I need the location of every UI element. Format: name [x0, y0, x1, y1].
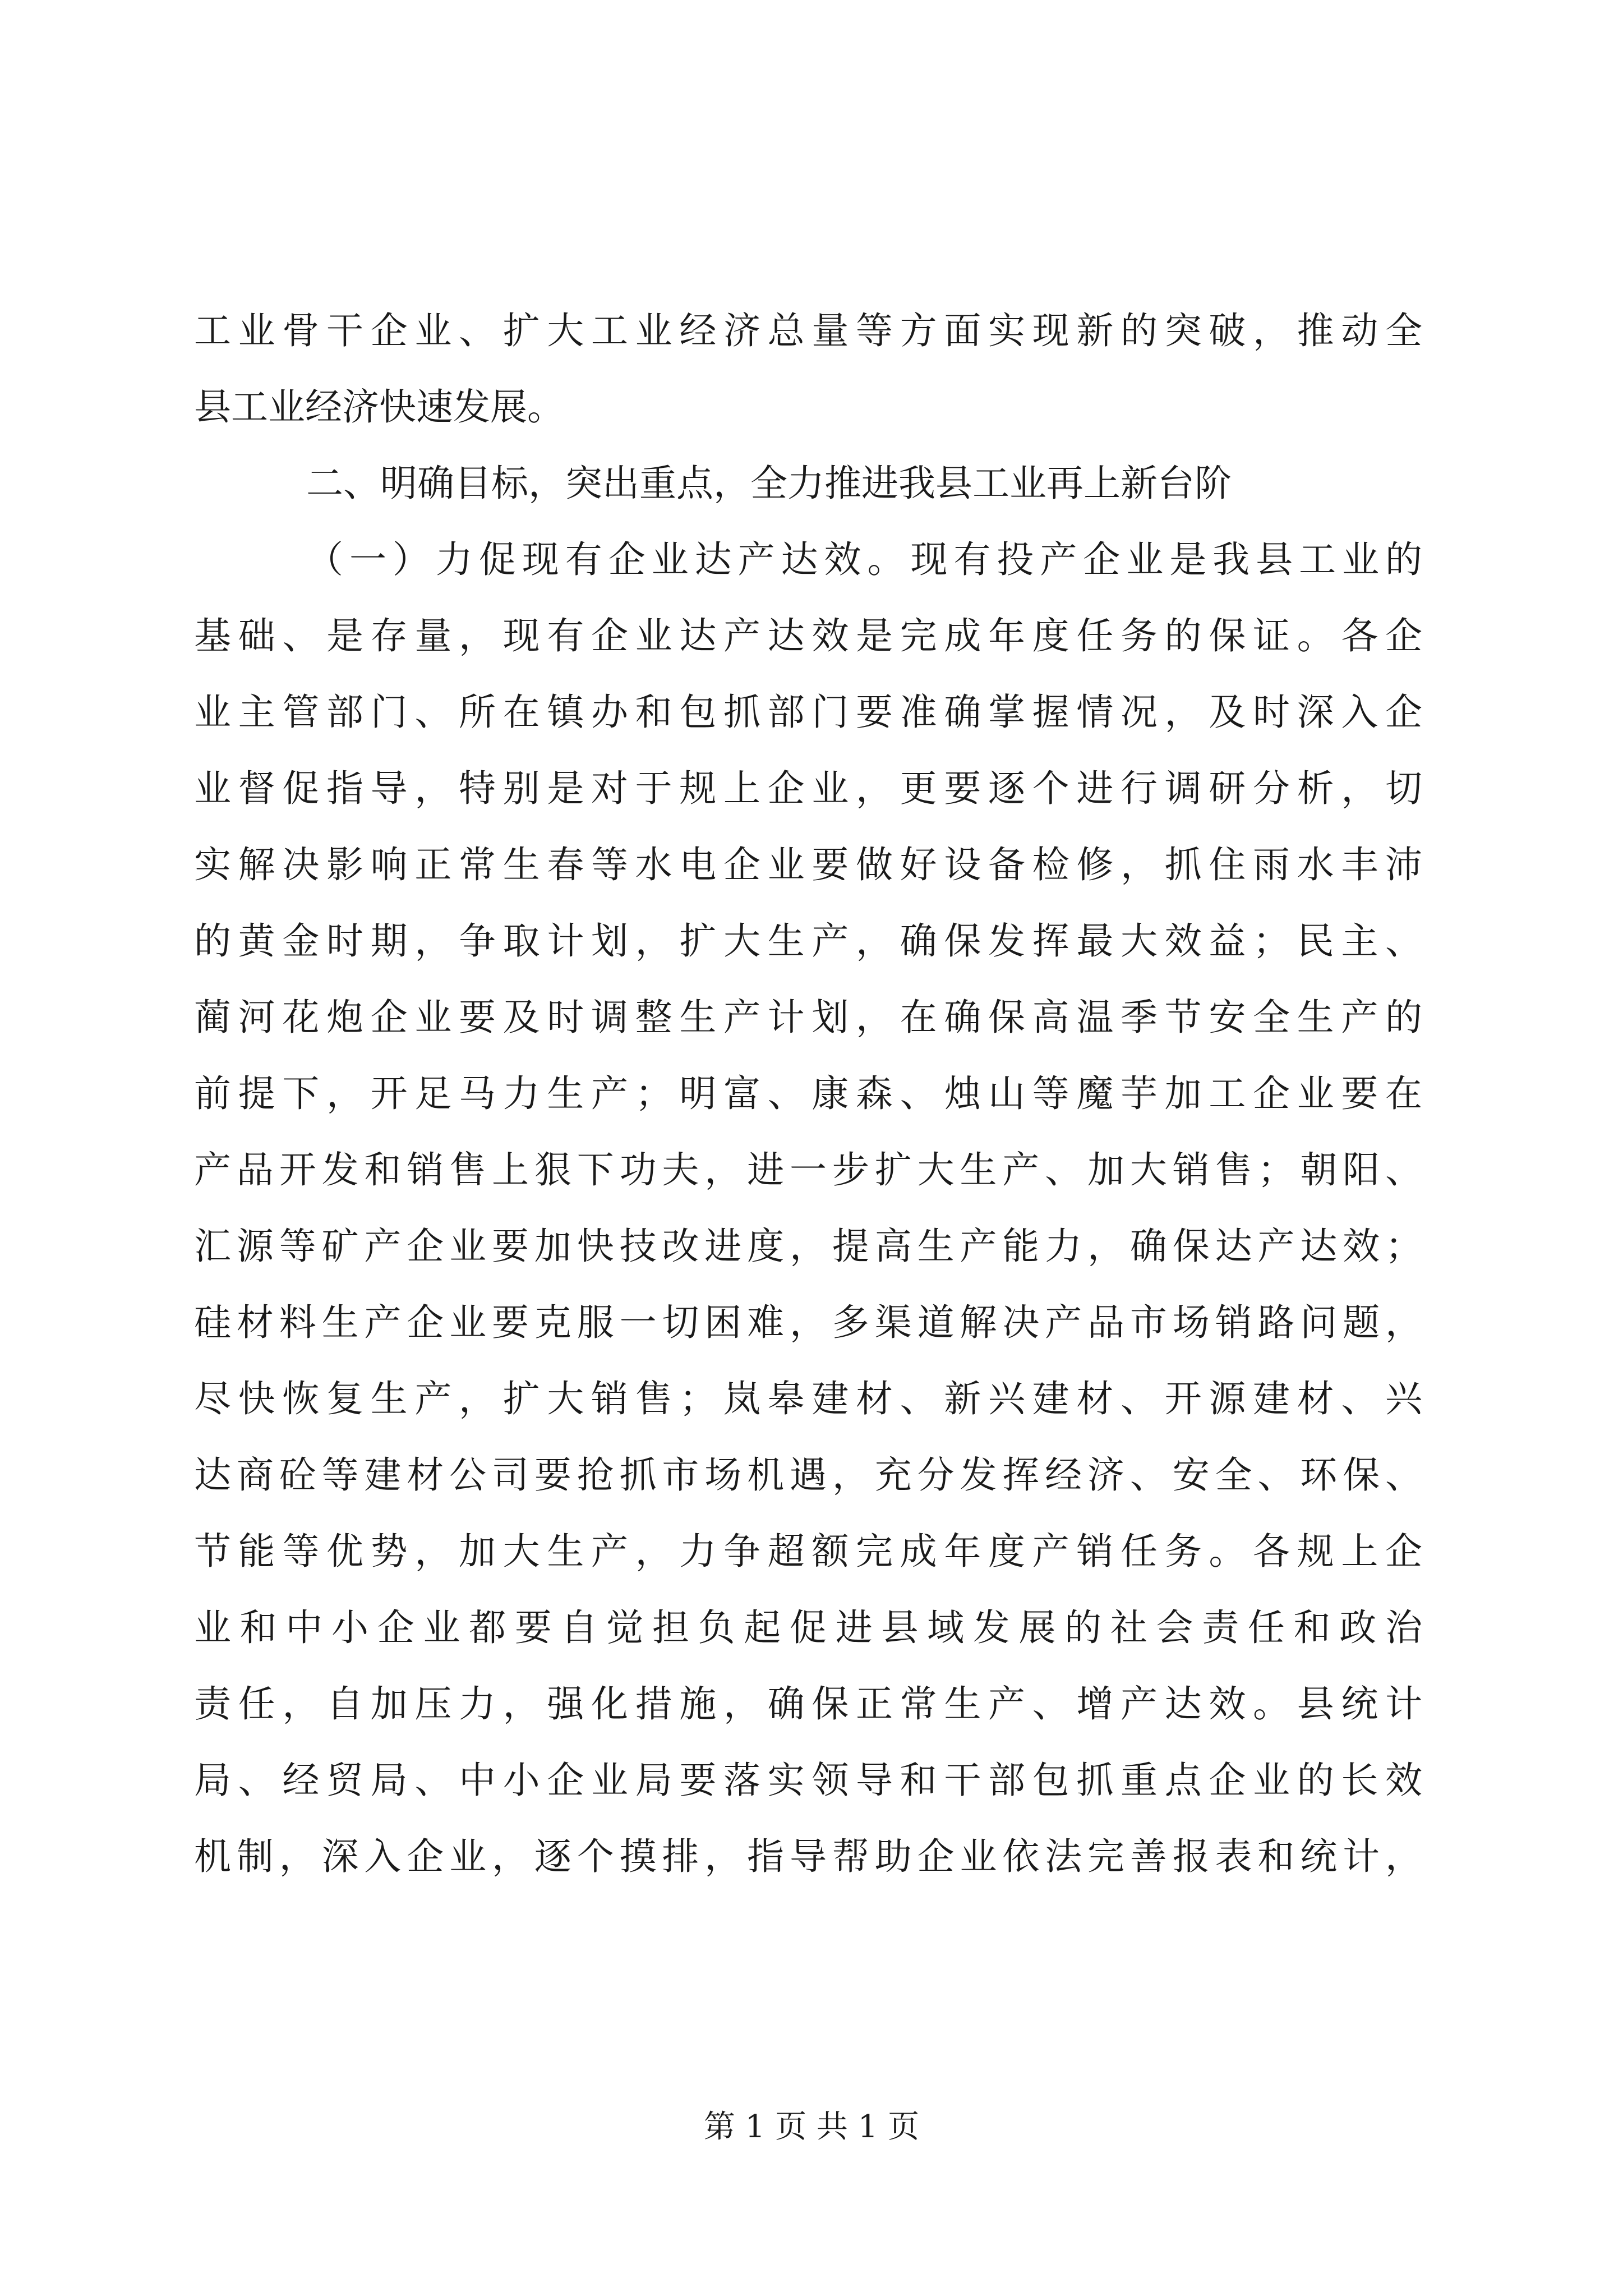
paragraph-line: 汇源等矿产企业要加快技改进度，提高生产能力，确保达产达效； — [194, 1225, 1422, 1268]
paragraph-line: 硅材料生产企业要克服一切困难，多渠道解决产品市场销路问题， — [194, 1301, 1422, 1344]
subsection-line: （一）力促现有企业达产达效。现有投产企业是我县工业的 — [306, 538, 1422, 581]
paragraph-line: 责任，自加压力，强化措施，确保正常生产、增产达效。县统计 — [194, 1682, 1422, 1726]
page-footer: 第 1 页 共 1 页 — [703, 2109, 920, 2145]
paragraph-line: 节能等优势，加大生产，力争超额完成年度产销任务。各规上企 — [194, 1530, 1422, 1573]
body-text — [194, 293, 1422, 1895]
paragraph-line: 局、经贸局、中小企业局要落实领导和干部包抓重点企业的长效 — [194, 1759, 1422, 1802]
paragraph-line: 尽快恢复生产，扩大销售；岚皋建材、新兴建材、开源建材、兴 — [194, 1377, 1422, 1420]
paragraph-line: 产品开发和销售上狠下功夫，进一步扩大生产、加大销售；朝阳、 — [194, 1148, 1422, 1191]
paragraph-line: 业主管部门、所在镇办和包抓部门要准确掌握情况，及时深入企 — [194, 691, 1422, 734]
paragraph-line: 工业骨干企业、扩大工业经济总量等方面实现新的突破，推动全 — [194, 309, 1422, 352]
section-heading: 二、明确目标，突出重点，全力推进我县工业再上新台阶 — [306, 462, 1232, 505]
paragraph-line: 实解决影响正常生春等水电企业要做好设备检修，抓住雨水丰沛 — [194, 843, 1422, 886]
paragraph-line: 的黄金时期，争取计划，扩大生产，确保发挥最大效益；民主、 — [194, 919, 1422, 963]
paragraph-line: 基础、是存量，现有企业达产达效是完成年度任务的保证。各企 — [194, 614, 1422, 657]
paragraph-line: 业和中小企业都要自觉担负起促进县域发展的社会责任和政治 — [194, 1606, 1422, 1649]
paragraph-line: 县工业经济快速发展。 — [194, 385, 564, 429]
paragraph-line: 达商砼等建材公司要抢抓市场机遇，充分发挥经济、安全、环保、 — [194, 1453, 1422, 1497]
paragraph-line: 蔺河花炮企业要及时调整生产计划，在确保高温季节安全生产的 — [194, 996, 1422, 1039]
paragraph-line: 机制，深入企业，逐个摸排，指导帮助企业依法完善报表和统计， — [194, 1835, 1422, 1878]
paragraph-line: 业督促指导，特别是对于规上企业，更要逐个进行调研分析，切 — [194, 767, 1422, 810]
paragraph-line: 前提下，开足马力生产；明富、康森、烛山等魔芋加工企业要在 — [194, 1072, 1422, 1115]
